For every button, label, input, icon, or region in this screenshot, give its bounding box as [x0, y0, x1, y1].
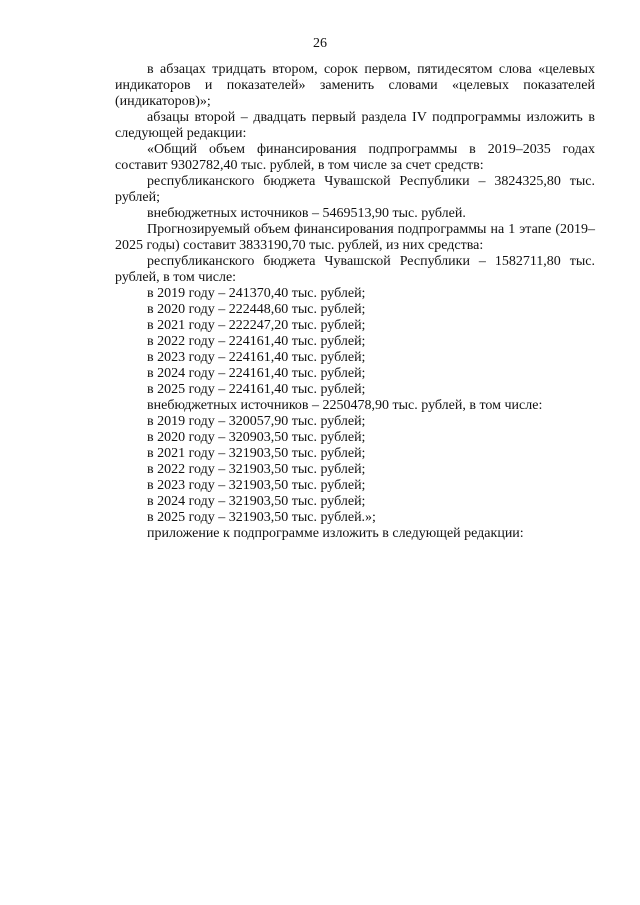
list-item-republican-2020: в 2020 году – 222448,60 тыс. рублей; [147, 302, 366, 317]
list-item-extrabudgetary-2025: в 2025 году – 321903,50 тыс. рублей.»; [147, 510, 376, 525]
paragraph-stage1-republican-budget: республиканского бюджета Чувашской Республики – 1582711,80 тыс. рублей, в том числе: [115, 254, 595, 285]
paragraph-republican-budget-total: республиканского бюджета Чувашской Республики – 3824325,80 тыс. рублей; [115, 174, 595, 205]
paragraph-extrabudgetary-total: внебюджетных источников – 5469513,90 тыс. рублей. [147, 206, 466, 221]
paragraph-amend-paragraphs: в абзацах тридцать втором, сорок первом, пятидесятом слова «целевых индикаторов и показателей» заменить словами «целевых показателей (индикаторов)»; [115, 62, 595, 109]
list-item-republican-2023: в 2023 году – 224161,40 тыс. рублей; [147, 350, 366, 365]
list-item-republican-2022: в 2022 году – 224161,40 тыс. рублей; [147, 334, 366, 349]
list-item-republican-2019: в 2019 году – 241370,40 тыс. рублей; [147, 286, 366, 301]
document-body [115, 62, 595, 542]
list-item-republican-2024: в 2024 году – 224161,40 тыс. рублей; [147, 366, 366, 381]
list-item-extrabudgetary-2024: в 2024 году – 321903,50 тыс. рублей; [147, 494, 366, 509]
paragraph-stage1-extrabudgetary: внебюджетных источников – 2250478,90 тыс. рублей, в том числе: [147, 398, 543, 413]
paragraph-total-funding: «Общий объем финансирования подпрограммы в 2019–2035 годах составит 9302782,40 тыс. рублей, в том числе за счет средств: [115, 142, 595, 173]
paragraph-section-iv-intro: абзацы второй – двадцать первый раздела IV подпрограммы изложить в следующей редакции: [115, 110, 595, 141]
list-item-extrabudgetary-2022: в 2022 году – 321903,50 тыс. рублей; [147, 462, 366, 477]
list-item-extrabudgetary-2019: в 2019 году – 320057,90 тыс. рублей; [147, 414, 366, 429]
paragraph-appendix-amend: приложение к подпрограмме изложить в следующей редакции: [147, 526, 524, 541]
list-item-extrabudgetary-2023: в 2023 году – 321903,50 тыс. рублей; [147, 478, 366, 493]
list-item-republican-2021: в 2021 году – 222247,20 тыс. рублей; [147, 318, 366, 333]
list-item-extrabudgetary-2021: в 2021 году – 321903,50 тыс. рублей; [147, 446, 366, 461]
page-number: 26 [313, 36, 327, 51]
paragraph-stage1-forecast: Прогнозируемый объем финансирования подпрограммы на 1 этапе (2019–2025 годы) составит 3833190,70 тыс. рублей, из них средства: [115, 222, 595, 253]
list-item-republican-2025: в 2025 году – 224161,40 тыс. рублей; [147, 382, 366, 397]
list-item-extrabudgetary-2020: в 2020 году – 320903,50 тыс. рублей; [147, 430, 366, 445]
